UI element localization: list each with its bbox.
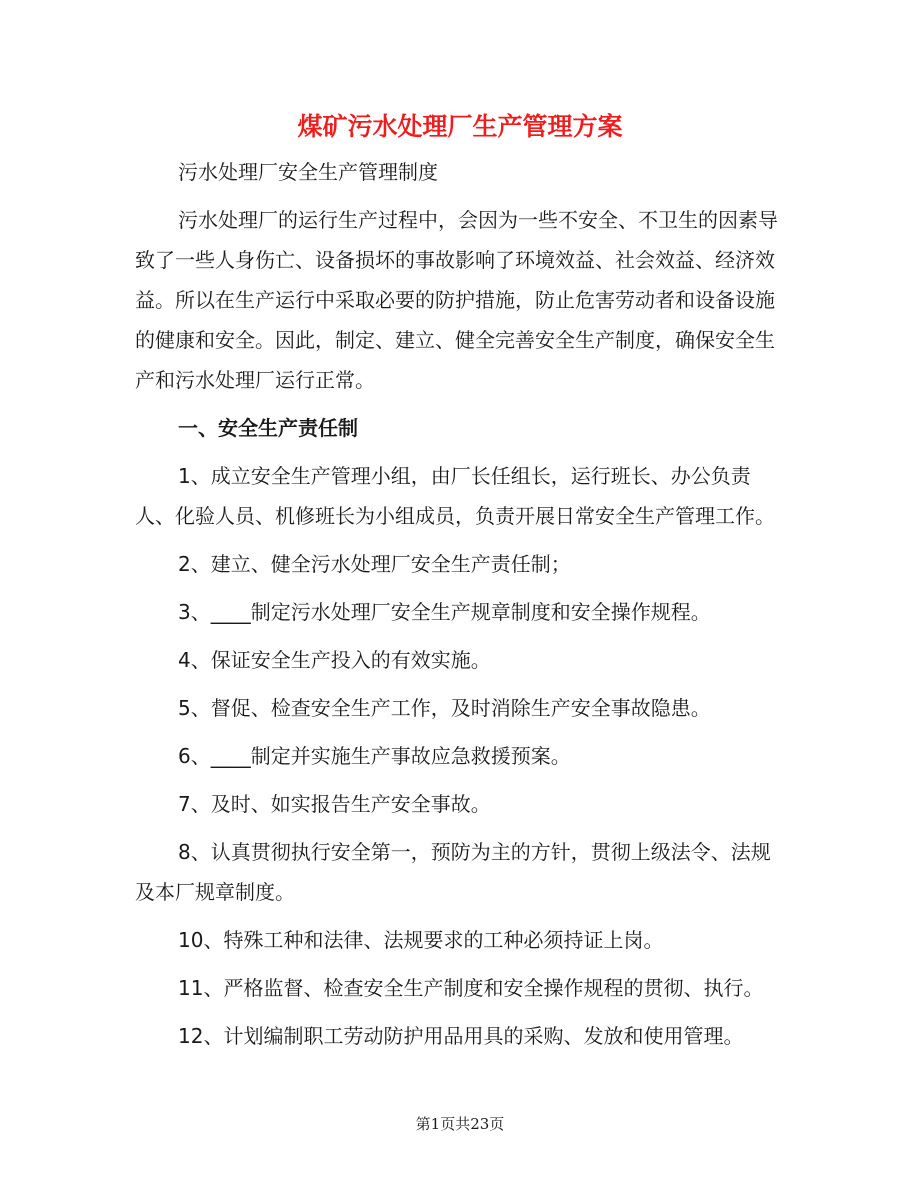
paragraph: 3、____制定污水处理厂安全生产规章制度和安全操作规程。 <box>178 600 711 624</box>
paragraph: 7、及时、如实报告生产安全事故。 <box>178 792 491 816</box>
paragraph: 11、严格监督、检查安全生产制度和安全操作规程的贯彻、执行。 <box>178 976 764 1000</box>
document-title: 煤矿污水处理厂生产管理方案 <box>297 112 623 141</box>
page-footer: 第1页共23页 <box>415 1115 505 1133</box>
paragraph: 污水处理厂的运行生产过程中，会因为一些不安全、不卫生的因素导致了一些人身伤亡、设备损坏的事故影响了环境效益、社会效益、经济效益。所以在生产运行中采取必要的防护措施，防止危害劳动者和设备设施的健康和安全。因此，制定、建立、健全完善安全生产制度，确保安全生产和污水处理厂运行正常。 <box>135 208 778 392</box>
paragraph: 5、督促、检查安全生产工作，及时消除生产安全事故隐患。 <box>178 696 711 720</box>
paragraph: 12、计划编制职工劳动防护用品用具的采购、发放和使用管理。 <box>178 1024 744 1048</box>
paragraph: 10、特殊工种和法律、法规要求的工种必须持证上岗。 <box>178 928 664 952</box>
paragraph: 2、建立、健全污水处理厂安全生产责任制； <box>178 552 571 576</box>
section-heading: 一、安全生产责任制 <box>178 416 358 440</box>
paragraph: 6、____制定并实施生产事故应急救援预案。 <box>178 744 571 768</box>
paragraph: 1、成立安全生产管理小组，由厂长任组长，运行班长、办公负责人、化验人员、机修班长为小组成员，负责开展日常安全生产管理工作。 <box>135 464 775 528</box>
document-body <box>135 152 785 1064</box>
paragraph: 污水处理厂安全生产管理制度 <box>178 160 438 184</box>
paragraph: 8、认真贯彻执行安全第一，预防为主的方针，贯彻上级法令、法规及本厂规章制度。 <box>135 840 771 904</box>
paragraph: 4、保证安全生产投入的有效实施。 <box>178 648 491 672</box>
